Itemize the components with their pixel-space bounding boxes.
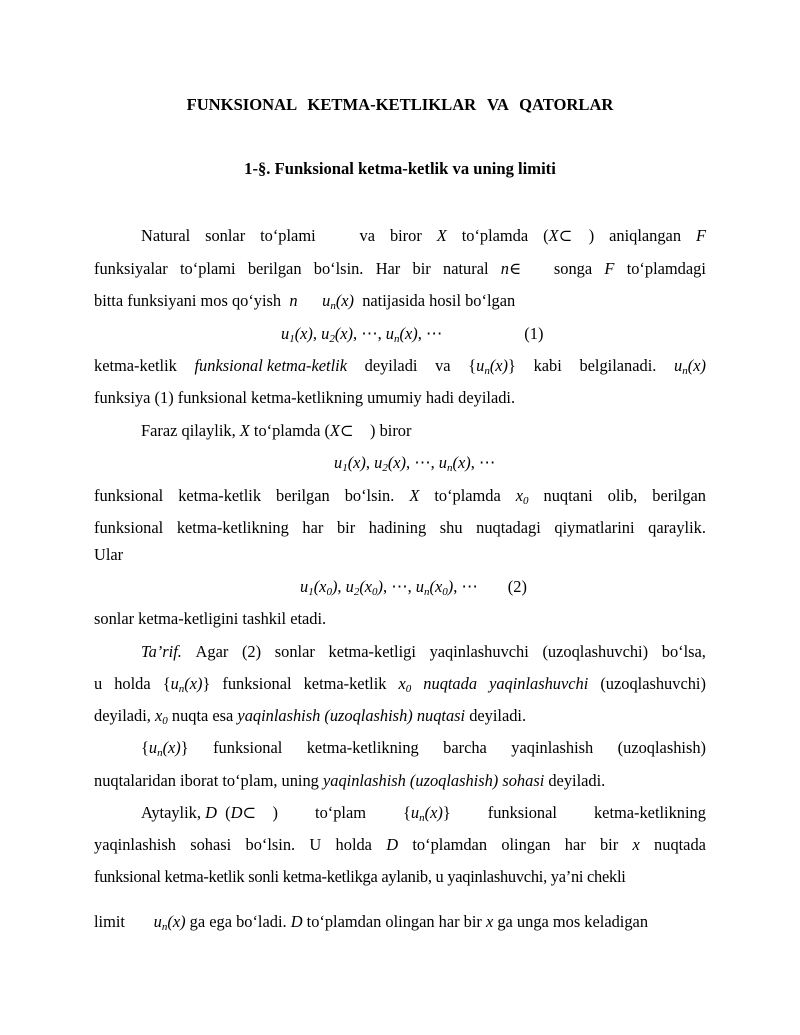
paragraph-line: limit $u_n(x)$ ga ega bo‘ladi. D to‘plamdan olingan har bir x ga unga mos keladigan bbox=[94, 912, 649, 933]
paragraph-line: Ular bbox=[94, 545, 124, 564]
paragraph-line: funksional ketma-ketlikning har bir hadining shu nuqtadagi qiymatlarini qaraylik. bbox=[94, 518, 706, 537]
paragraph-line: Faraz qilaylik, X to‘plamda (X⊂ ) biror bbox=[141, 421, 412, 440]
paragraph-line: ketma-ketlik funksional ketma-ketlik deyiladi va $\{u_n(x)\}$ kabi belgilanadi. $u_n(x)$ bbox=[94, 356, 706, 377]
document-title: FUNKSIONAL KETMA-KETLIKLAR VA QATORLAR bbox=[186, 95, 614, 114]
paragraph-line: funksiyalar to‘plami berilgan bo‘lsin. Har bir natural n∈ songa F to‘plamdagi bbox=[94, 259, 706, 278]
formula-2: $u_1(x_0)$, $u_2(x_0)$, ⋯, $u_n(x_0)$, ⋯ (2) bbox=[300, 577, 527, 598]
section-heading: 1-§. Funksional ketma-ketlik va uning limiti bbox=[244, 159, 556, 178]
formula-1: $u_1(x)$, $u_2(x)$, ⋯, $u_n(x)$, ⋯ (1) bbox=[281, 324, 544, 345]
paragraph-line: deyiladi, $x_0$ nuqta esa yaqinlashish (uzoqlashish) nuqtasi deyiladi. bbox=[94, 706, 527, 727]
paragraph-line: sonlar ketma-ketligini tashkil etadi. bbox=[94, 609, 327, 628]
paragraph-line: bitta funksiyani mos qo‘yish n $u_n(x)$ natijasida hosil bo‘lgan bbox=[94, 291, 516, 312]
definition-line: Ta’rif. Agar (2) sonlar ketma-ketligi yaqinlashuvchi (uzoqlashuvchi) bo‘lsa, bbox=[141, 642, 706, 661]
paragraph-line: funksional ketma-ketlik berilgan bo‘lsin. X to‘plamda $x_0$ nuqtani olib, berilgan bbox=[94, 486, 706, 507]
paragraph-line: Aytaylik, D (D⊂ ) to‘plam $\{u_n(x)\}$ funksional ketma-ketlikning bbox=[141, 803, 706, 824]
paragraph-line: nuqtalaridan iborat to‘plam, uning yaqinlashish (uzoqlashish) sohasi deyiladi. bbox=[94, 771, 606, 790]
sequence-formula: $u_1(x)$, $u_2(x)$, ⋯, $u_n(x)$, ⋯ bbox=[334, 453, 496, 474]
paragraph-line: Natural sonlar to‘plami va biror X to‘plamda (X⊂ ) aniqlangan F bbox=[141, 226, 706, 245]
paragraph-line: funksional ketma-ketlik sonli ketma-ketlikga aylanib, u yaqinlashuvchi, ya’ni chekli bbox=[94, 867, 626, 886]
paragraph-line: yaqinlashish sohasi bo‘lsin. U holda D to‘plamdan olingan har bir x nuqtada bbox=[94, 835, 706, 854]
paragraph-line: funksiya (1) funksional ketma-ketlikning umumiy hadi deyiladi. bbox=[94, 388, 516, 407]
paragraph-line: $\{u_n(x)\}$ funksional ketma-ketlikning barcha yaqinlashish (uzoqlashish) bbox=[141, 738, 706, 759]
paragraph-line: u holda $\{u_n(x)\}$ funksional ketma-ketlik $x_0$ nuqtada yaqinlashuvchi (uzoqlashuvchi) bbox=[94, 674, 706, 695]
